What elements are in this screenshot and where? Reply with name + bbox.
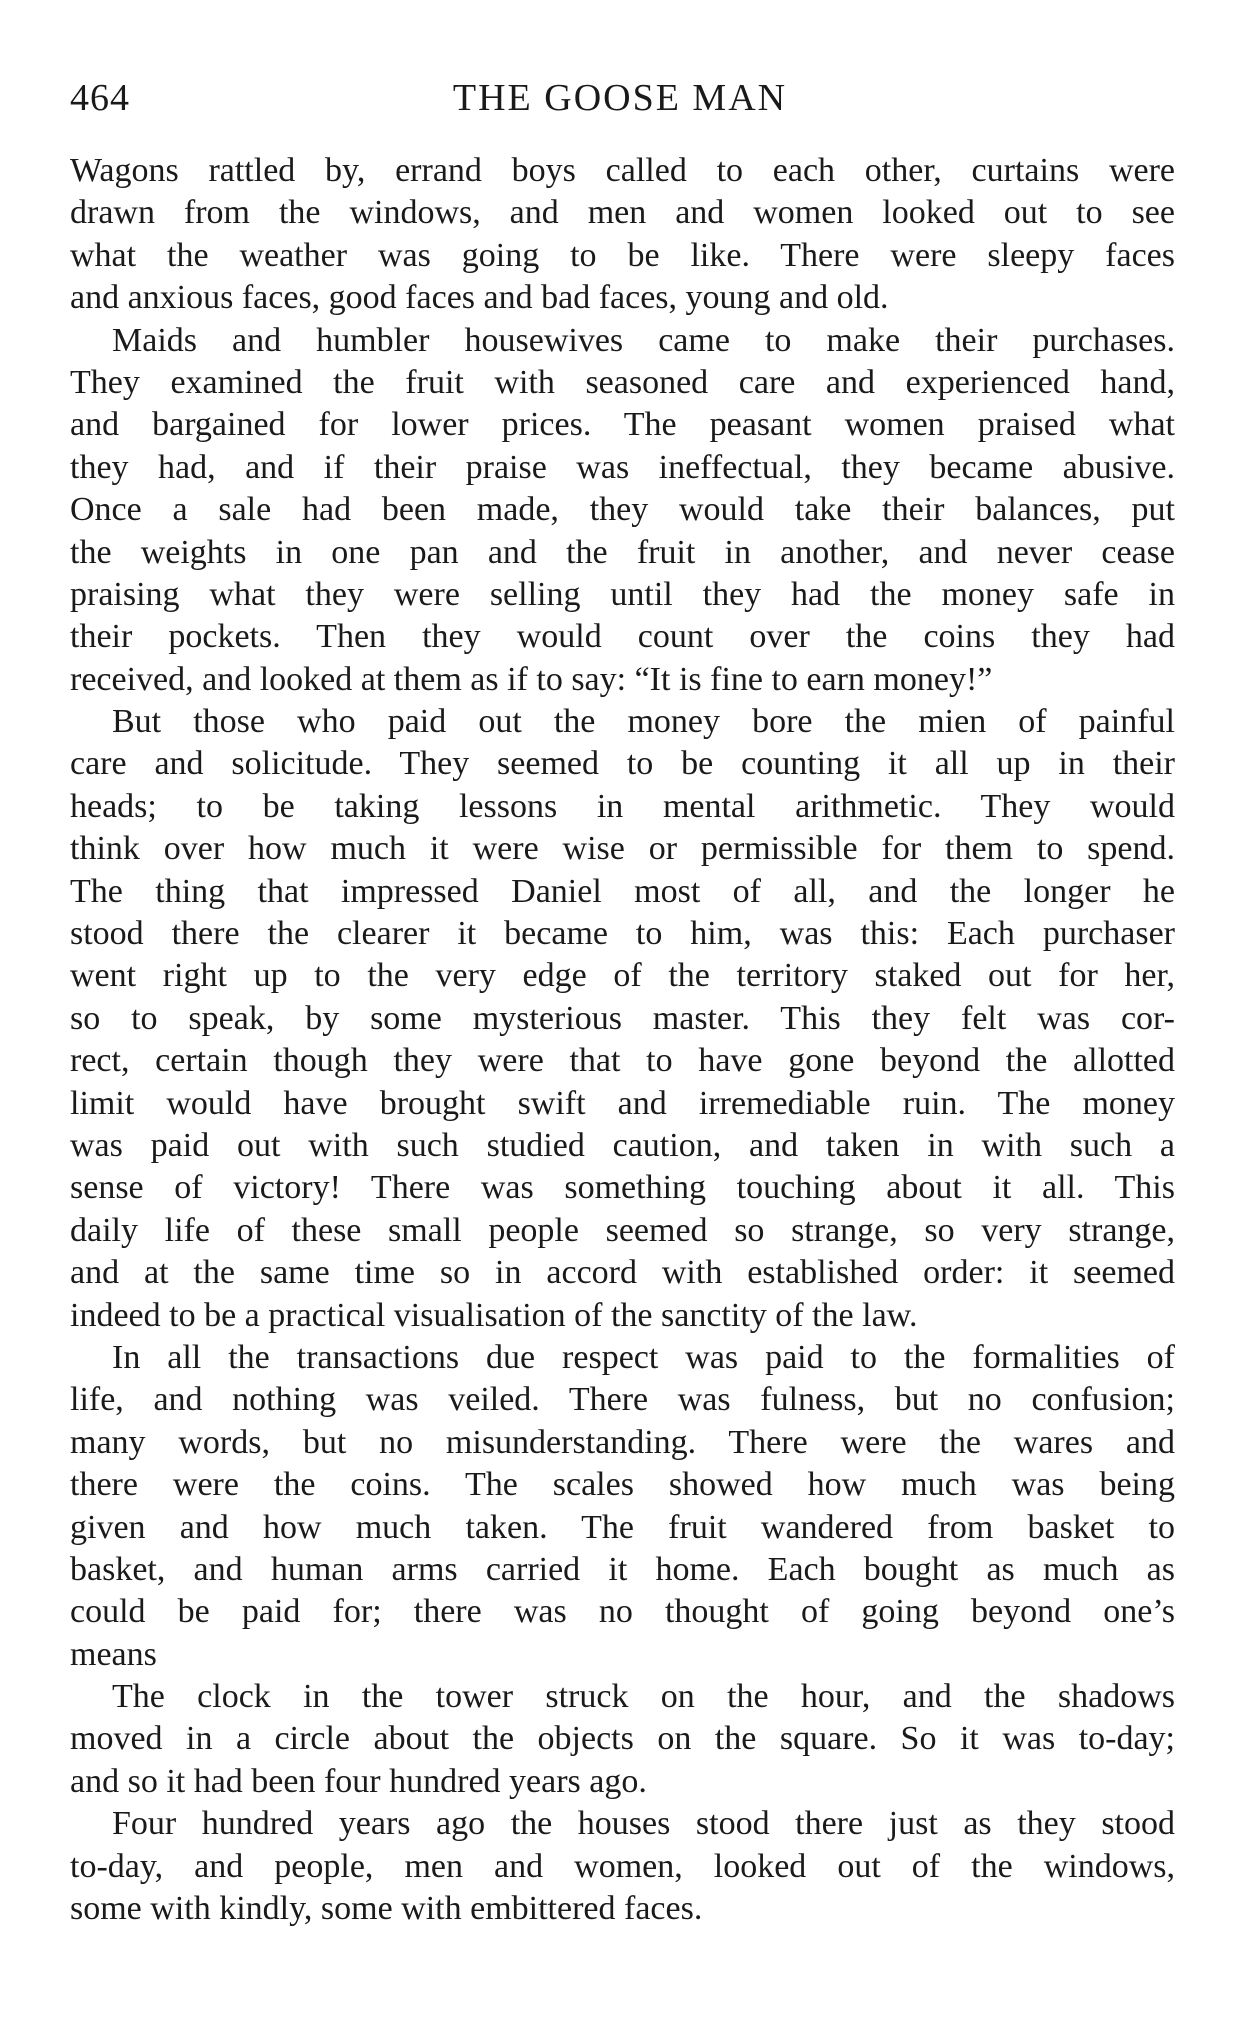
text-line: sense of victory! There was something touching about it all. This [70, 1169, 1175, 1207]
text-line: some with kindly, some with embittered faces. [70, 1890, 703, 1928]
text-line: was paid out with such studied caution, and taken in with such a [70, 1126, 1175, 1164]
text-line: limit would have brought swift and irremediable ruin. The money [70, 1084, 1175, 1122]
text-line: moved in a circle about the objects on the square. So it was to-day; [70, 1720, 1175, 1758]
text-line: drawn from the windows, and men and women looked out to see [70, 194, 1175, 232]
text-line: heads; to be taking lessons in mental arithmetic. They would [70, 787, 1175, 825]
text-line: In all the transactions due respect was paid to the formalities of [112, 1338, 1175, 1376]
text-line: and at the same time so in accord with established order: it seemed [70, 1254, 1175, 1292]
text-line: But those who paid out the money bore the mien of painful [112, 703, 1175, 741]
text-line: care and solicitude. They seemed to be counting it all up in their [70, 745, 1175, 783]
text-line: Four hundred years ago the houses stood there just as they stood [112, 1805, 1175, 1843]
text-line: received, and looked at them as if to say: “It is fine to earn money!” [70, 660, 993, 698]
text-line: stood there the clearer it became to him, was this: Each purchaser [70, 915, 1175, 953]
running-head [70, 68, 1170, 128]
text-line: given and how much taken. The fruit wandered from basket to [70, 1508, 1175, 1546]
text-line: so to speak, by some mysterious master. This they felt was cor- [70, 999, 1175, 1037]
text-line: and anxious faces, good faces and bad faces, young and old. [70, 279, 889, 317]
text-line: could be paid for; there was no thought of going beyond one’s [70, 1593, 1175, 1631]
text-line: the weights in one pan and the fruit in another, and never cease [70, 533, 1175, 571]
text-line: Maids and humbler housewives came to make their purchases. [112, 321, 1175, 359]
text-line: indeed to be a practical visualisation of the sanctity of the law. [70, 1296, 918, 1334]
text-line: think over how much it were wise or permissible for them to spend. [70, 830, 1175, 868]
text-line: Wagons rattled by, errand boys called to each other, curtains were [70, 152, 1175, 189]
text-line: there were the coins. The scales showed how much was being [70, 1466, 1175, 1504]
text-line: Once a sale had been made, they would take their balances, put [70, 491, 1175, 529]
text-line: They examined the fruit with seasoned care and experienced hand, [70, 363, 1175, 401]
text-line: basket, and human arms carried it home. Each bought as much as [70, 1550, 1175, 1588]
text-line: what the weather was going to be like. There were sleepy faces [70, 236, 1175, 274]
text-line: life, and nothing was veiled. There was fulness, but no confusion; [70, 1381, 1175, 1419]
paragraph [70, 1676, 1175, 1803]
text-line: they had, and if their praise was ineffectual, they became abusive. [70, 448, 1175, 486]
text-line: means [70, 1635, 157, 1673]
text-line: and bargained for lower prices. The peasant women praised what [70, 406, 1175, 444]
text-line: went right up to the very edge of the territory staked out for her, [70, 957, 1175, 995]
page-number: 464 [70, 77, 130, 119]
text-line: to-day, and people, men and women, looked out of the windows, [70, 1847, 1175, 1885]
paragraph [70, 320, 1175, 702]
text-line: rect, certain though they were that to have gone beyond the allotted [70, 1042, 1175, 1080]
text-line: their pockets. Then they would count over the coins they had [70, 618, 1175, 656]
book-title: THE GOOSE MAN [452, 77, 788, 119]
paragraph [70, 1337, 1175, 1676]
text-line: and so it had been four hundred years ago. [70, 1762, 647, 1800]
paragraph [70, 701, 1175, 1337]
body-text [70, 150, 1175, 1930]
text-line: praising what they were selling until they had the money safe in [70, 575, 1175, 613]
text-line: The clock in the tower struck on the hour, and the shadows [112, 1678, 1175, 1716]
text-line: The thing that impressed Daniel most of all, and the longer he [70, 872, 1175, 910]
paragraph [70, 150, 1175, 320]
text-line: many words, but no misunderstanding. There were the wares and [70, 1423, 1175, 1461]
text-line: daily life of these small people seemed so strange, so very strange, [70, 1211, 1175, 1249]
paragraph [70, 1803, 1175, 1930]
